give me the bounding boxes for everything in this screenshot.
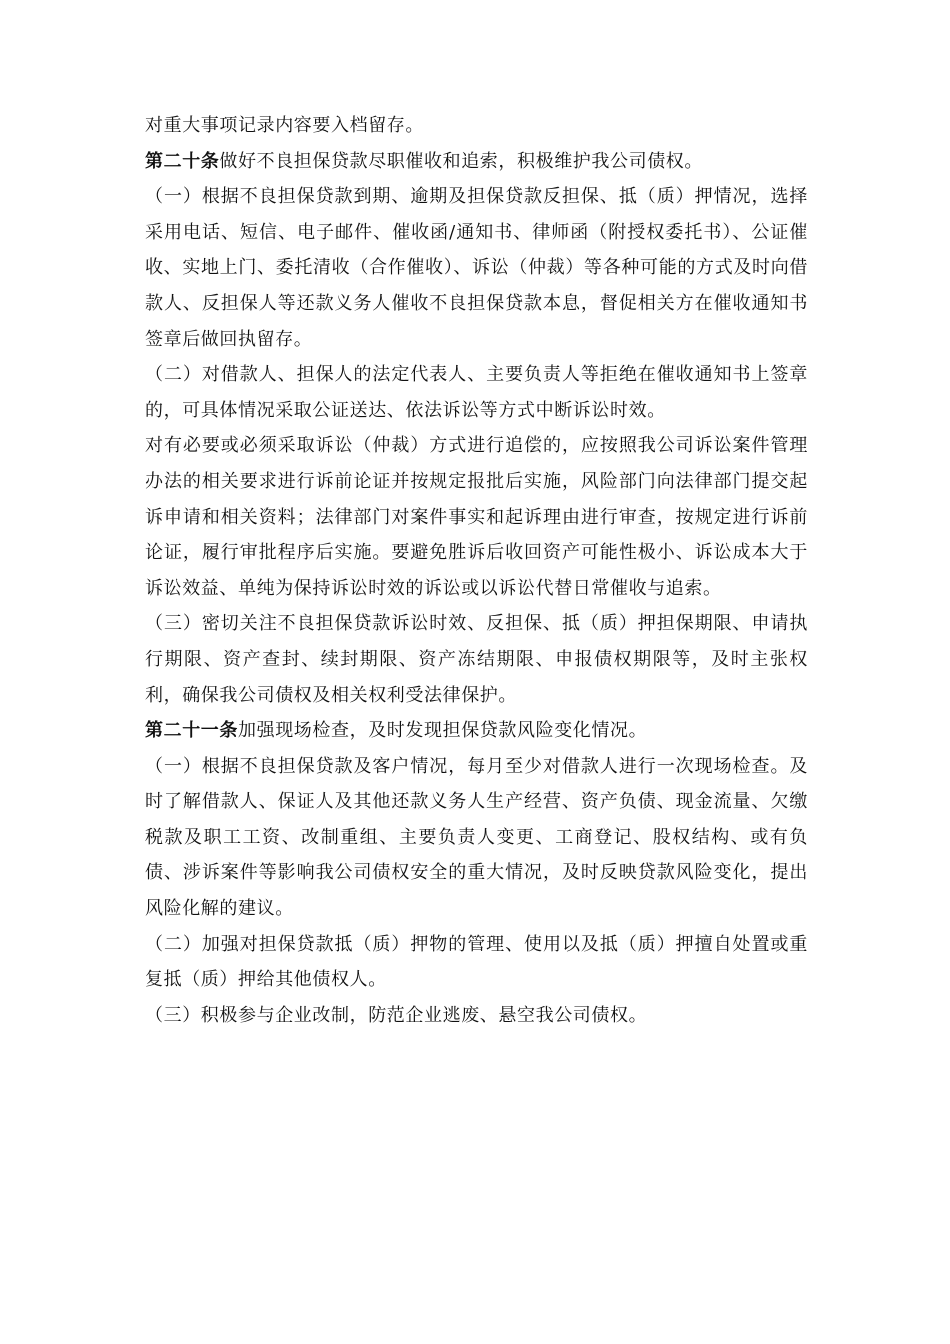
paragraph-text: （一）根据不良担保贷款到期、逾期及担保贷款反担保、抵（质）押情况，选择采用电话、短信、电子邮件、催收函/通知书、律师函（附授权委托书）、公证催收、实地上门、委托清收（合作催收）、诉讼（仲裁）等各种可能的方式及时向借款人、反担保人等还款义务人催收不良担保贷款本息，督促相关方在催收通知书签章后做回执留存。	[145, 186, 808, 350]
article-21-item-1	[145, 749, 808, 927]
article-21-heading	[145, 713, 808, 749]
document-page	[145, 108, 808, 1033]
paragraph-text: 对重大事项记录内容要入档留存。	[145, 115, 424, 136]
article-21-item-3	[145, 998, 808, 1034]
paragraph-text: （二）加强对担保贷款抵（质）押物的管理、使用以及抵（质）押擅自处置或重复抵（质）押给其他债权人。	[145, 933, 808, 991]
paragraph-text: （二）对借款人、担保人的法定代表人、主要负责人等拒绝在催收通知书上签章的，可具体情况采取公证送达、依法诉讼等方式中断诉讼时效。	[145, 364, 808, 421]
paragraph-archive-note	[145, 108, 808, 144]
paragraph-text: 做好不良担保贷款尽职催收和追索，积极维护我公司债权。	[219, 150, 704, 172]
article-21-item-2	[145, 927, 808, 998]
paragraph-text: （三）积极参与企业改制，防范企业逃废、悬空我公司债权。	[145, 1004, 648, 1026]
paragraph-text: （三）密切关注不良担保贷款诉讼时效、反担保、抵（质）押担保期限、申请执行期限、资产查封、续封期限、资产冻结期限、申报债权期限等，及时主张权利，确保我公司债权及相关权利受法律保护。	[145, 613, 808, 706]
paragraph-text: 加强现场检查，及时发现担保贷款风险变化情况。	[238, 720, 648, 742]
article-20-item-3	[145, 606, 808, 713]
paragraph-text: （一）根据不良担保贷款及客户情况，每月至少对借款人进行一次现场检查。及时了解借款人、保证人及其他还款义务人生产经营、资产负债、现金流量、欠缴税款及职工工资、改制重组、主要负责人变更、工商登记、股权结构、或有负债、涉诉案件等影响我公司债权安全的重大情况，及时反映贷款风险变化，提出风险化解的建议。	[145, 755, 808, 920]
article-20-item-1	[145, 179, 808, 357]
article-20-heading	[145, 144, 808, 180]
article-number: 第二十条	[145, 150, 220, 172]
article-20-litigation-note	[145, 428, 808, 606]
article-20-item-2	[145, 357, 808, 428]
article-number: 第二十一条	[145, 720, 238, 742]
paragraph-text: 对有必要或必须采取诉讼（仲裁）方式进行追偿的，应按照我公司诉讼案件管理办法的相关要求进行诉前论证并按规定报批后实施，风险部门向法律部门提交起诉申请和相关资料；法律部门对案件事实和起诉理由进行审查，按规定进行诉前论证，履行审批程序后实施。要避免胜诉后收回资产可能性极小、诉讼成本大于诉讼效益、单纯为保持诉讼时效的诉讼或以诉讼代替日常催收与追索。	[145, 435, 808, 599]
